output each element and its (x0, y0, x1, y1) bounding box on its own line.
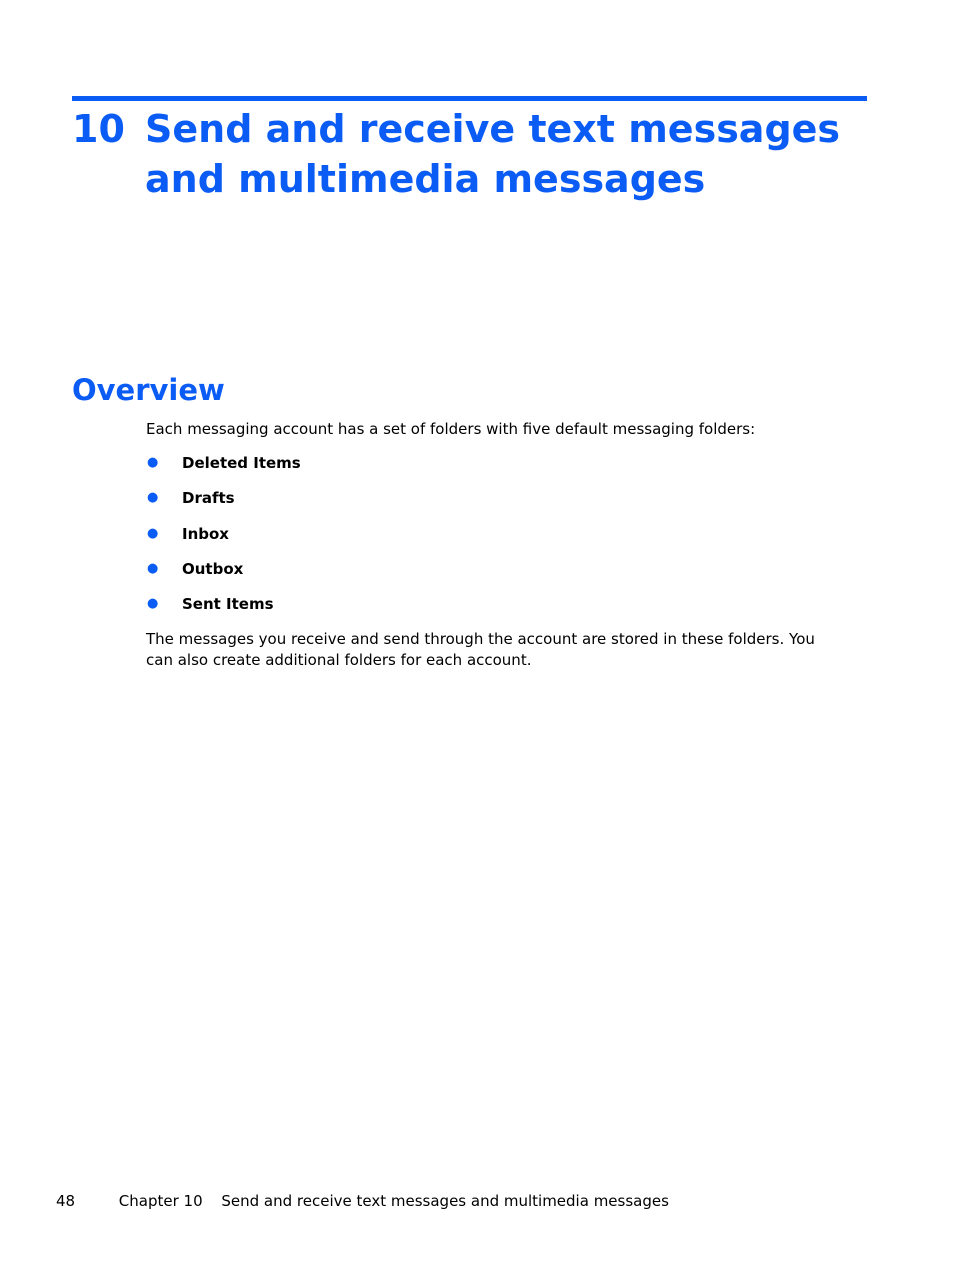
folder-list (146, 452, 301, 628)
bullet-icon: ● (147, 596, 159, 612)
folder-name: Inbox (182, 524, 229, 543)
list-item (146, 593, 301, 628)
bullet-icon: ● (147, 490, 159, 506)
section-title: Overview (72, 373, 225, 407)
folder-name: Deleted Items (182, 454, 301, 472)
bullet-icon: ● (147, 560, 159, 576)
bullet-icon: ● (147, 525, 159, 541)
closing-paragraph: The messages you receive and send through the account are stored in these folders. You can also create additional folders for each account. (146, 630, 815, 669)
list-item (146, 452, 301, 487)
list-item (146, 558, 301, 593)
list-item (146, 487, 301, 522)
folder-name: Sent Items (182, 595, 274, 614)
page-footer (56, 1190, 669, 1212)
folder-name: Outbox (182, 559, 244, 578)
folder-name: Drafts (182, 489, 235, 508)
list-item (146, 523, 301, 558)
bullet-icon: ● (147, 455, 159, 470)
chapter-number: 10 (72, 107, 125, 151)
intro-paragraph: Each messaging account has a set of folders with five default messaging folders: (146, 420, 756, 438)
chapter-title (72, 104, 872, 204)
footer-chapter-title: Send and receive text messages and multimedia messages (221, 1192, 669, 1210)
chapter-heading-rule (72, 96, 867, 101)
chapter-title-text: Send and receive text messages and multimedia messages (145, 107, 841, 201)
footer-chapter-label: Chapter 10 (118, 1192, 203, 1210)
page-number: 48 (56, 1192, 76, 1210)
